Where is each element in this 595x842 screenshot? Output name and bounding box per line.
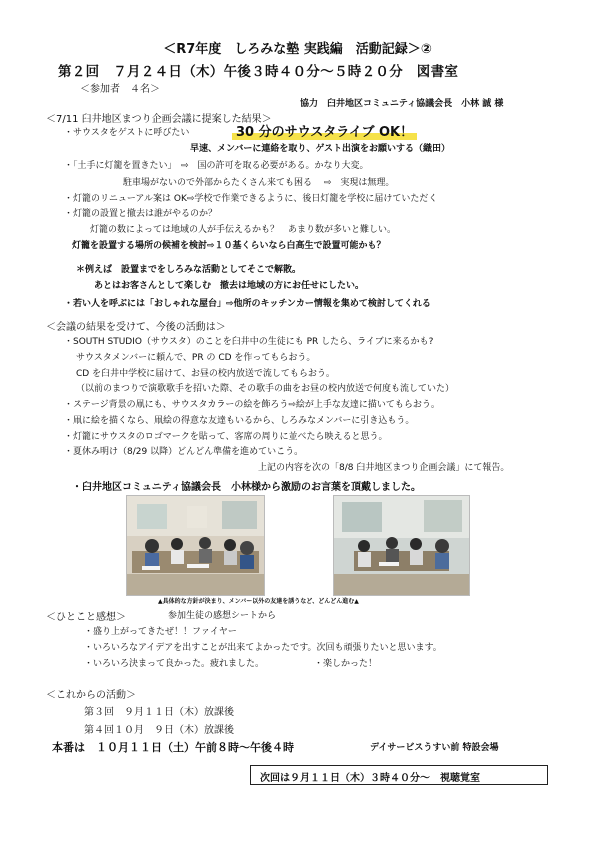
section2-heading: ＜会議の結果を受けて、今後の活動は＞ bbox=[46, 322, 226, 333]
meeting-photo-right-image bbox=[334, 496, 469, 595]
list-item-sub: （以前のまつりで演歌歌手を招いた際、その歌手の曲をお昼の校内放送で何度も流していた） bbox=[76, 384, 455, 394]
main-event-venue: デイサービスうすい前 特設会場 bbox=[370, 743, 499, 753]
cooperation-credit: 協力 臼井地区コミュニティ協議会長 小林 誠 様 bbox=[300, 99, 504, 109]
list-item-sub: サウスタメンバーに頼んで、PR の CD を作ってもらおう。 bbox=[76, 353, 316, 363]
list-item-sub: 駐車場がないので外部からたくさん来ても困る ⇨ 実現は無理。 bbox=[123, 178, 395, 188]
list-item: ・灯籠の設置と撤去は誰がやるのか？ bbox=[64, 209, 218, 219]
list-item: ・SOUTH STUDIO（サウスタ）のことを臼井中の生徒にも PR したら、ライブに来るかも? bbox=[64, 337, 434, 347]
list-item: ・ステージ背景の凧にも、サウスタカラーの絵を飾ろう⇨絵が上手な友達に描いてもらおう。 bbox=[64, 400, 440, 410]
list-item-sub: 早速、メンバーに連絡を取り、ゲスト出演をお願いする（織田） bbox=[190, 144, 451, 154]
section1-heading: ＜7/11 臼井地区まつり企画会議に提案した結果＞ bbox=[46, 114, 272, 125]
page-title: ＜R7年度 しろみな塾 実践編 活動記録＞② bbox=[163, 42, 432, 57]
highlight-text bbox=[232, 121, 417, 140]
highlight-label: 30 分のサウスタライブ OK！ bbox=[232, 125, 417, 140]
meeting-photo-right bbox=[333, 495, 470, 596]
list-item: ・サウスタをゲストに呼びたい bbox=[64, 128, 190, 138]
meeting-photo-left-image bbox=[127, 496, 264, 595]
section4-heading: ＜これからの活動＞ bbox=[46, 690, 136, 701]
impression-item: ・楽しかった！ bbox=[314, 659, 378, 669]
list-item: 灯籠を設置する場所の候補を検討⇨１０基くらいなら白高生で設置可能かも？ bbox=[72, 241, 386, 251]
meeting-photo-left bbox=[126, 495, 265, 596]
impression-item: ・いろいろなアイデアを出すことが出来てよかったです。次回も頑張りたいと思います。 bbox=[84, 643, 442, 653]
list-item: ・灯籠にサウスタのロゴマークを貼って、客席の周りに並べたら映えると思う。 bbox=[64, 432, 388, 442]
section3-heading: ＜ひとこと感想＞ bbox=[46, 612, 126, 623]
list-item: ・灯籠のリニューアル案は OK⇨学校で作業できるように、後日灯籠を学校に届けていただく bbox=[64, 194, 438, 204]
next-meeting-box: 次回は９月１１日（木）３時４０分～ 視聴覚室 bbox=[250, 765, 548, 785]
list-item: ＊例えば 設置までをしろみな活動としてそこで解散。 bbox=[76, 265, 302, 275]
list-item: ・若い人を呼ぶには「おしゃれな屋台」⇨他所のキッチンカー情報を集めて検討してくれる bbox=[64, 299, 431, 309]
schedule-item: 第３回 ９月１１日（木）放課後 bbox=[84, 707, 234, 718]
impression-item: ・いろいろ決まって良かった。疲れました。 bbox=[84, 659, 265, 669]
photo-caption: ▲具体的な方針が決まり、メンバー以外の友達を誘うなど、どんどん進む▲ bbox=[158, 598, 359, 605]
impression-item: ・盛り上がってきたぜ！！ファイヤー bbox=[84, 627, 237, 637]
main-event: 本番は １０月１１日（土）午前８時～午後４時 bbox=[52, 741, 294, 754]
list-item-sub: CD を臼井中学校に届けて、お昼の校内放送で流してもらおう。 bbox=[76, 369, 335, 379]
session-info: 第２回 ７月２４日（木）午後３時４０分～５時２０分 図書室 bbox=[58, 64, 459, 80]
participants: ＜参加者 ４名＞ bbox=[80, 84, 160, 95]
list-item-sub: 灯籠の数によっては地域の人が手伝えるかも？ あまり数が多いと難しい。 bbox=[90, 225, 397, 235]
thanks-line: ・臼井地区コミュニティ協議会長 小林様から激励のお言葉を頂戴しました。 bbox=[72, 482, 421, 493]
impressions-note: 参加生徒の感想シートから bbox=[168, 611, 277, 621]
report-note: 上記の内容を次の「8/8 臼井地区まつり企画会議」にて報告。 bbox=[258, 463, 510, 473]
list-item: ・夏休み明け（8/29 以降）どんどん準備を進めていこう。 bbox=[64, 447, 304, 457]
schedule-item: 第４回１０月 ９日（木）放課後 bbox=[84, 725, 234, 736]
list-item: ・凧に絵を描くなら、凧絵の得意な友達もいるから、しろみなメンバーに引き込もう。 bbox=[64, 416, 415, 426]
list-item-sub: あとはお客さんとして楽しむ 撤去は地域の方にお任せにしたい。 bbox=[94, 281, 365, 291]
list-item: ・「土手に灯籠を置きたい」 ⇨ 国の許可を取る必要がある。かなり大変。 bbox=[64, 161, 369, 171]
